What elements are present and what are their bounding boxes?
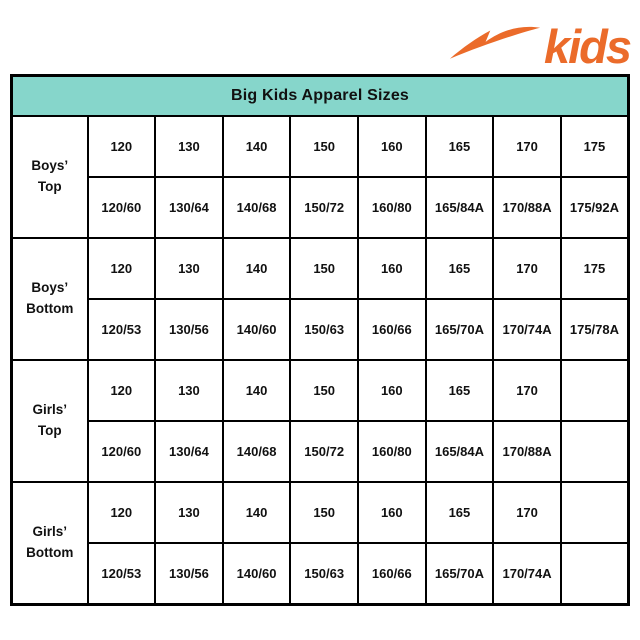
size-cell: 160 (358, 482, 426, 543)
size-cell: 170 (493, 238, 561, 299)
size-cell: 130 (155, 360, 223, 421)
size-cell: 160 (358, 116, 426, 177)
size-cell: 165/84A (426, 421, 494, 482)
size-chart-table (10, 74, 630, 606)
row-group-label-boys-bottom (12, 238, 88, 360)
size-cell: 160/80 (358, 177, 426, 238)
size-cell: 175/92A (561, 177, 629, 238)
table-row (12, 116, 629, 177)
size-cell: 170/88A (493, 421, 561, 482)
size-cell: 170 (493, 360, 561, 421)
row-group-label-line: Bottom (26, 301, 74, 316)
size-cell: 170 (493, 482, 561, 543)
size-cell: 140 (223, 360, 291, 421)
row-group-label-boys-top (12, 116, 88, 238)
table-row (12, 543, 629, 605)
size-cell: 130/64 (155, 177, 223, 238)
size-cell: 150/72 (290, 421, 358, 482)
size-cell (561, 360, 629, 421)
size-cell (561, 543, 629, 605)
table-row (12, 482, 629, 543)
size-cell: 160/66 (358, 299, 426, 360)
size-cell: 120 (88, 360, 156, 421)
size-cell: 130 (155, 238, 223, 299)
size-cell: 165 (426, 238, 494, 299)
size-cell: 175 (561, 238, 629, 299)
size-cell: 160/66 (358, 543, 426, 605)
size-cell: 140 (223, 238, 291, 299)
size-cell: 150 (290, 360, 358, 421)
size-cell (561, 482, 629, 543)
size-cell: 130/64 (155, 421, 223, 482)
size-cell: 140/68 (223, 421, 291, 482)
size-cell: 160 (358, 238, 426, 299)
table-row (12, 238, 629, 299)
size-cell: 170/88A (493, 177, 561, 238)
row-group-label-line: Top (37, 179, 62, 194)
size-cell: 150/63 (290, 299, 358, 360)
size-cell: 130/56 (155, 543, 223, 605)
size-cell: 150 (290, 238, 358, 299)
size-cell: 165 (426, 360, 494, 421)
anta-swoosh-icon (448, 16, 542, 62)
brand-logo (448, 16, 634, 74)
size-cell: 175/78A (561, 299, 629, 360)
size-cell: 130 (155, 482, 223, 543)
row-group-label-line: Boys’ (31, 158, 69, 174)
size-cell: 120/60 (88, 177, 156, 238)
table-row (12, 299, 629, 360)
size-cell: 120 (88, 482, 156, 543)
size-cell: 150 (290, 116, 358, 177)
row-group-label-line: Bottom (26, 545, 74, 560)
table-header-row (12, 76, 629, 117)
size-cell: 130/56 (155, 299, 223, 360)
size-cell: 120/53 (88, 299, 156, 360)
size-cell: 140 (223, 116, 291, 177)
size-cell: 170 (493, 116, 561, 177)
size-cell: 120 (88, 238, 156, 299)
size-cell (561, 421, 629, 482)
size-cell: 120 (88, 116, 156, 177)
chart-title: Big Kids Apparel Sizes (12, 76, 629, 117)
size-cell: 170/74A (493, 543, 561, 605)
size-cell: 120/60 (88, 421, 156, 482)
table-row (12, 421, 629, 482)
row-group-label-girls-bottom (12, 482, 88, 605)
size-cell: 150/72 (290, 177, 358, 238)
row-group-label-line: Girls’ (32, 524, 67, 540)
size-cell: 140/68 (223, 177, 291, 238)
size-cell: 165/70A (426, 543, 494, 605)
size-cell: 175 (561, 116, 629, 177)
row-group-label-line: Top (37, 423, 62, 438)
size-cell: 165 (426, 482, 494, 543)
table-row (12, 360, 629, 421)
size-cell: 160 (358, 360, 426, 421)
size-cell: 140 (223, 482, 291, 543)
size-cell: 170/74A (493, 299, 561, 360)
size-cell: 165 (426, 116, 494, 177)
size-cell: 165/84A (426, 177, 494, 238)
size-cell: 120/53 (88, 543, 156, 605)
size-cell: 140/60 (223, 299, 291, 360)
row-group-label-line: Boys’ (31, 280, 69, 296)
size-cell: 140/60 (223, 543, 291, 605)
size-cell: 150/63 (290, 543, 358, 605)
size-cell: 165/70A (426, 299, 494, 360)
size-cell: 130 (155, 116, 223, 177)
table-row (12, 177, 629, 238)
size-cell: 160/80 (358, 421, 426, 482)
size-cell: 150 (290, 482, 358, 543)
row-group-label-girls-top (12, 360, 88, 482)
row-group-label-line: Girls’ (32, 402, 67, 418)
brand-logo-text: kids (543, 20, 630, 74)
